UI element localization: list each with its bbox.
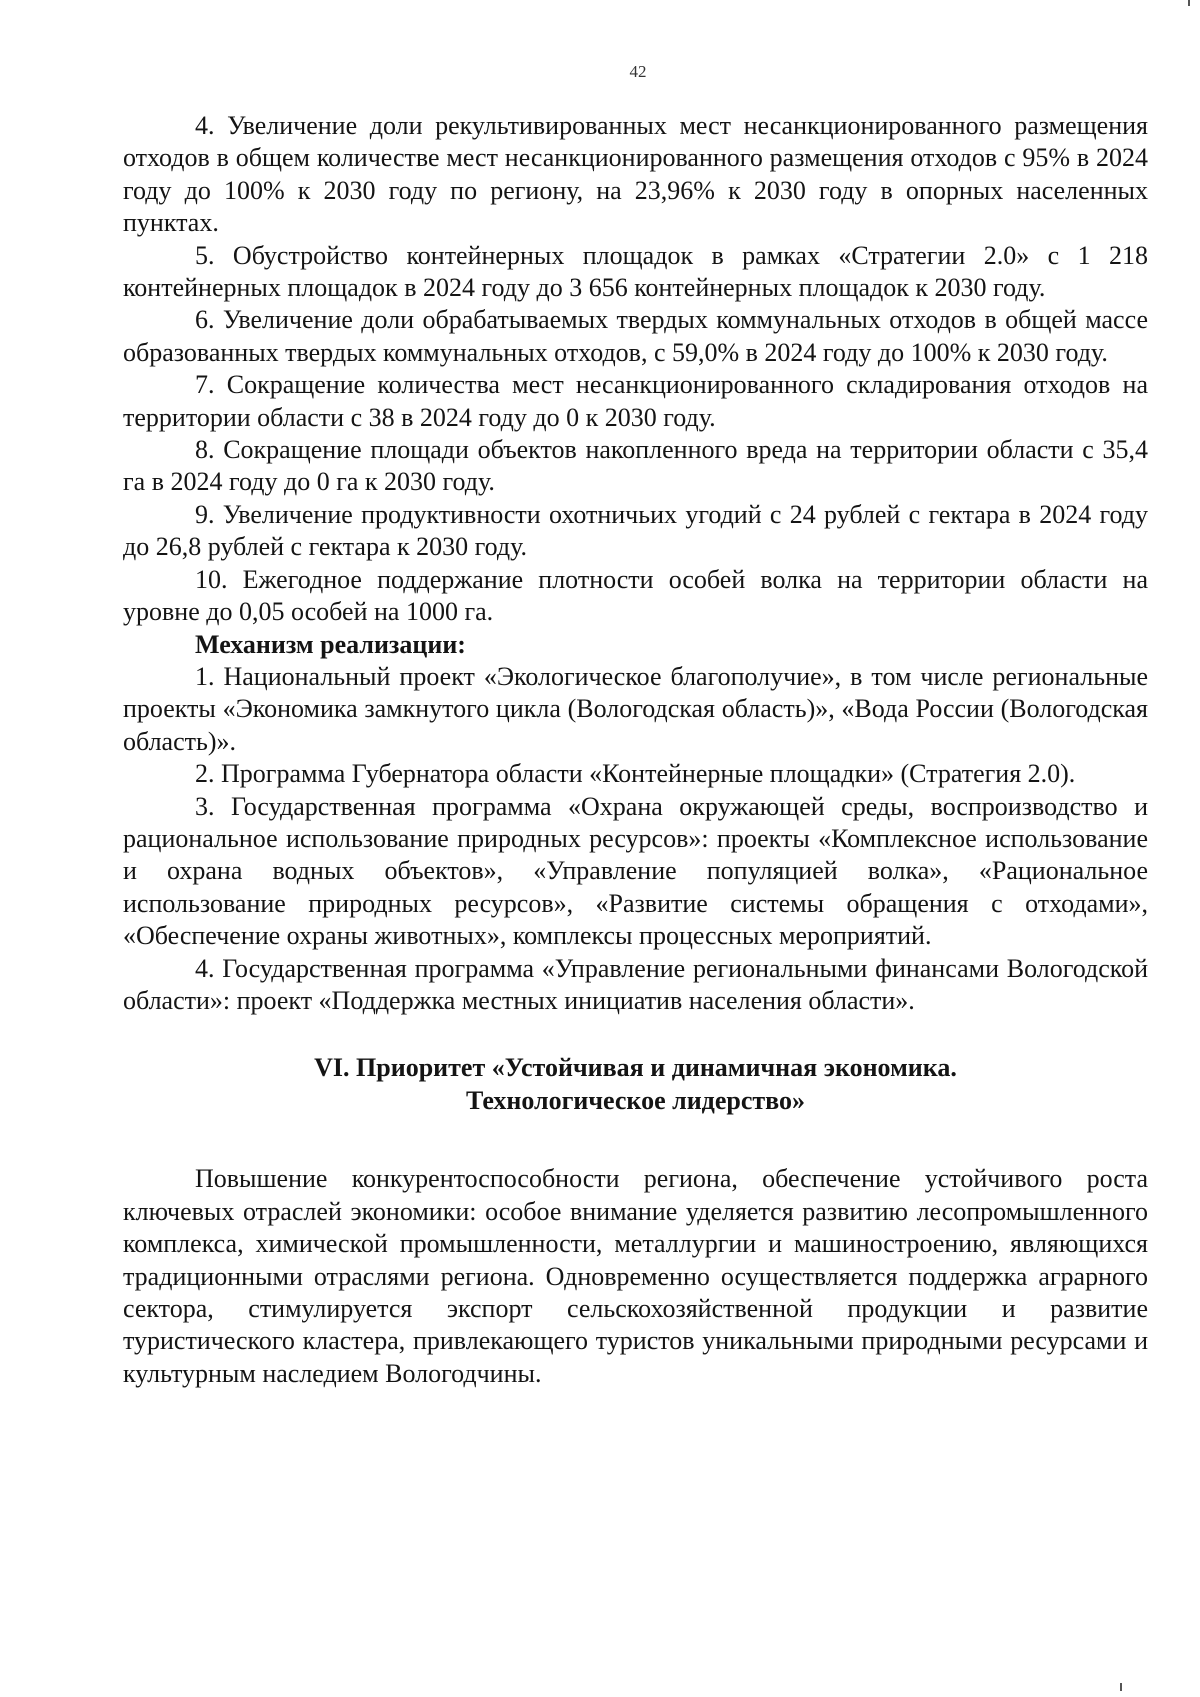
mechanism-item-4: 4. Государственная программа «Управление региональными финансами Вологодской области»: проект «Поддержка местных инициатив населения области». <box>123 953 1148 1015</box>
mechanism-heading: Механизм реализации: <box>195 629 466 659</box>
mechanism-item-1: 1. Национальный проект «Экологическое благополучие», в том числе региональные проекты «Экономика замкнутого цикла (Вологодская область)», «Вода России (Вологодская область)». <box>123 661 1148 756</box>
section-title-line-2: Технологическое лидерство» <box>465 1086 805 1116</box>
target-item-6: 6. Увеличение доли обрабатываемых твердых коммунальных отходов в общей массе образованных твердых коммунальных отходов, с 59,0% в 2024 году до 100% к 2030 году. <box>123 305 1148 367</box>
scan-edge-mark-top <box>1188 0 1190 6</box>
page-number: 42 <box>629 62 647 81</box>
mechanism-item-2: 2. Программа Губернатора области «Контейнерные площадки» (Стратегия 2.0). <box>195 759 1076 789</box>
target-item-8: 8. Сокращение площади объектов накопленного вреда на территории области с 35,4 га в 2024 году до 0 га к 2030 году. <box>123 435 1148 497</box>
target-item-4: 4. Увеличение доли рекультивированных мест несанкционированного размещения отходов в общем количестве мест несанкционированного размещения отходов с 95% в 2024 году до 100% к 2030 году по региону, на 23,96% к 2030 году в опорных населенных пунктах. <box>123 111 1148 238</box>
document-body <box>123 110 1148 1390</box>
mechanism-item-3: 3. Государственная программа «Охрана окружающей среды, воспроизводство и рациональное использование природных ресурсов»: проекты «Комплексное использование и охрана водных объектов», «Управление популяцией волка», «Рациональное использование природных ресурсов», «Развитие системы обращения с отходами», «Обеспечение охраны животных», комплексы процессных мероприятий. <box>123 791 1148 951</box>
section-title-line-1: VI. Приоритет «Устойчивая и динамичная экономика. <box>314 1053 957 1083</box>
target-item-9: 9. Увеличение продуктивности охотничьих угодий с 24 рублей с гектара в 2024 году до 26,8 рублей с гектара к 2030 году. <box>123 499 1148 562</box>
target-item-5: 5. Обустройство контейнерных площадок в рамках «Стратегии 2.0» с 1 218 контейнерных площадок в 2024 году до 3 656 контейнерных площадок к 2030 году. <box>123 240 1148 303</box>
section-intro-paragraph: Повышение конкурентоспособности региона, обеспечение устойчивого роста ключевых отраслей экономики: особое внимание уделяется развитию лесопромышленного комплекса, химической промышленности, металлургии и машиностроению, являющихся традиционными отраслями региона. Одновременно осуществляется поддержка аграрного сектора, стимулируется экспорт сельскохозяйственной продукции и развитие туристического кластера, привлекающего туристов уникальными природными ресурсами и культурным наследием Вологодчины. <box>123 1164 1148 1388</box>
scan-edge-mark-bottom <box>1120 1683 1122 1691</box>
target-item-7: 7. Сокращение количества мест несанкционированного складирования отходов на территории области с 38 в 2024 году до 0 к 2030 году. <box>123 370 1148 432</box>
target-item-10: 10. Ежегодное поддержание плотности особей волка на территории области на уровне до 0,05 особей на 1000 га. <box>123 564 1148 627</box>
section-title <box>123 1051 1148 1117</box>
